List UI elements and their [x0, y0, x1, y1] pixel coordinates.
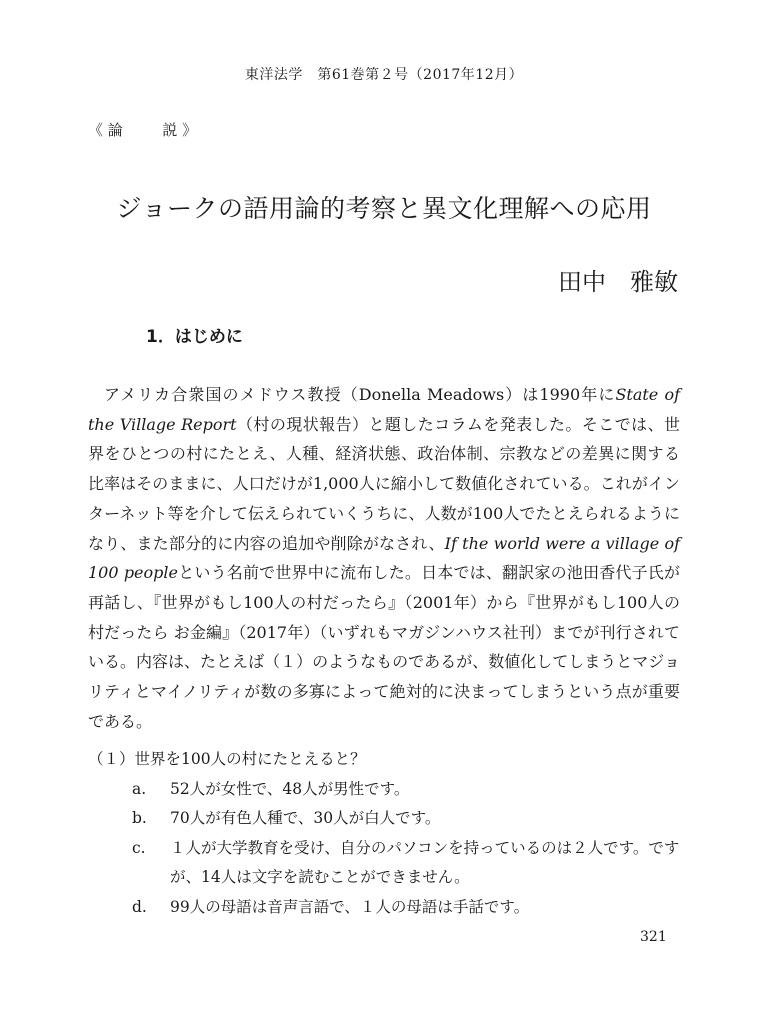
example-item-text: 52人が女性で、48人が男性です。	[170, 779, 410, 798]
italic-title: If the world were a village of 100 people	[88, 533, 680, 583]
example-item-text: １人が大学教育を受け、自分のパソコンを持っているのは２人です。ですが、14人は文字を読むことができません。	[170, 838, 680, 886]
example-item	[88, 834, 688, 893]
author-name: 田中 雅敏	[558, 268, 678, 296]
example-block	[88, 745, 688, 922]
example-item	[88, 893, 688, 923]
italic-title: State of the Village Report	[88, 385, 680, 434]
example-item-text: 99人の母語は音声言語で、１人の母語は手話です。	[170, 897, 530, 916]
section-heading: 1．はじめに	[146, 327, 243, 347]
example-item-letter: a.	[132, 779, 147, 798]
article-title: ジョークの語用論的考察と異文化理解への応用	[116, 193, 652, 223]
example-item	[88, 775, 688, 805]
paragraph-text: という名前で世界中に流布した。日本では、翻訳家の池田香代子氏が再話し、『世界がもし100人の村だったら』（2001年）から『世界がもし100人の村だったら お金編』（2017年）（いずれもマガジンハウス社刊）までが刊行されている。内容は、たとえば（１）のようなものであるが、数値化してしまうとマジョリティとマイノリティが数の多寡によって絶対的に決まってしまうという点が重要である。	[88, 563, 680, 731]
body-paragraph	[88, 380, 680, 736]
paragraph-text: アメリカ合衆国のメドウス教授（Donella Meadows）は1990年に	[104, 385, 616, 404]
example-item-letter: d.	[132, 897, 147, 916]
article-genre-label: 《 論 説 》	[88, 121, 198, 139]
example-item-letter: c.	[132, 838, 146, 857]
example-item-text: 70人が有色人種で、30人が白人です。	[170, 809, 441, 827]
example-title: （１）世界を100人の村にたとえると？	[88, 750, 366, 768]
example-item	[88, 804, 688, 834]
page-number: 321	[640, 929, 667, 945]
paragraph-text: （村の現状報告）と題したコラムを発表した。そこでは、世界をひとつの村にたとえ、人種、経済状態、政治体制、宗教などの差異に関する比率はそのままに、人口だけが1,000人に縮小して数値化されている。これがインターネット等を介して伝えられていくうちに、人数が100人でたとえられるようになり、また部分的に内容の追加や削除がなされ、	[88, 414, 680, 553]
journal-header: 東洋法学 第61巻第２号（2017年12月）	[244, 67, 524, 83]
example-item-letter: b.	[132, 809, 147, 827]
